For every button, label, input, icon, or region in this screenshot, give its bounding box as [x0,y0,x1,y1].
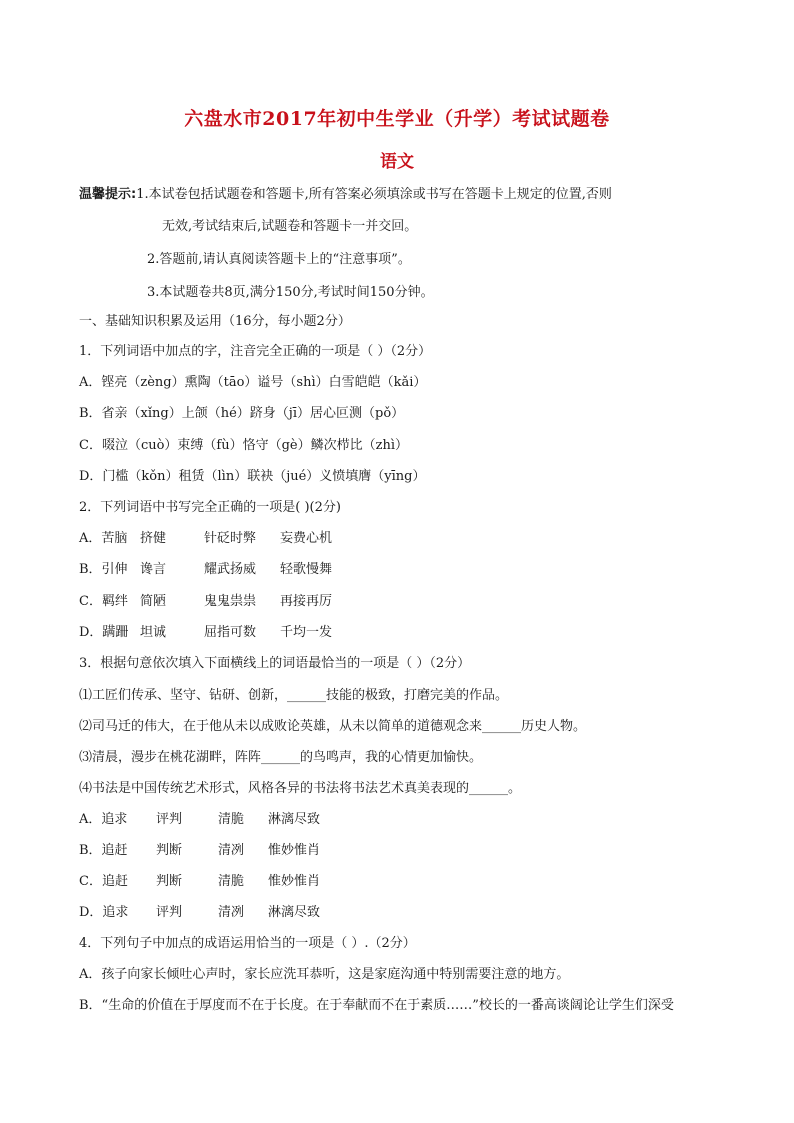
question-3-option-d [79,904,320,922]
exam-title: 六盘水市2017年初中生学业（升学）考试试题卷 [184,108,610,130]
question-4-stem: 4．下列句子中加点的成语运用恰当的一项是（ ）.（2分） [79,936,416,951]
option-word: 惟妙惟肖 [268,843,321,858]
question-2-option-a [79,530,332,548]
option-word: A．追求 [79,812,128,827]
tips-item-1-line-2: 无效,考试结束后,试题卷和答题卡一并交回。 [162,219,418,234]
option-word: 判断 [156,874,183,889]
option-word: 清脆 [218,874,245,889]
tips-item-2: 2.答题前,请认真阅读答题卡上的“注意事项”。 [147,252,411,267]
option-word: 清冽 [218,843,245,858]
option-word: 再接再厉 [280,594,333,609]
question-1-option-a: A．铿亮（zèng）熏陶（tāo）谥号（shì）白雪皑皑（kǎi） [79,375,427,390]
option-word: 挤健 [140,531,167,546]
question-4-option-b: B．“生命的价值在于厚度而不在于长度。在于奉献而不在于素质……”校长的一番高谈阔论让学生们深受 [79,998,674,1013]
option-word: 淋漓尽致 [268,812,321,827]
option-word: C．羁绊 [79,594,128,609]
question-3-sentence-4: ⑷书法是中国传统艺术形式，风格各异的书法将书法艺术真美表现的______。 [79,781,522,796]
option-word: 惟妙惟肖 [268,874,321,889]
tips-item-1-line-1: 1.本试卷包括试题卷和答题卡,所有答案必须填涂或书写在答题卡上规定的位置,否则 [136,187,612,202]
question-3-option-a [79,811,320,829]
option-word: 妄费心机 [280,531,333,546]
question-3-sentence-2: ⑵司马迁的伟大，在于他从未以成败论英雄，从未以简单的道德观念来______历史人物。 [79,719,587,734]
option-word: D．追求 [79,905,129,920]
option-word: 评判 [156,812,183,827]
option-word: 千均一发 [280,625,333,640]
option-word: A．苦脑 [79,531,128,546]
option-word: B．追赶 [79,843,128,858]
option-word: 针砭时弊 [204,531,257,546]
option-word: 谗言 [140,562,167,577]
tips-line-1 [79,186,612,204]
question-4-option-a: A．孩子向家长倾吐心声时，家长应洗耳恭听，这是家庭沟通中特别需要注意的地方。 [79,967,570,982]
option-word: 评判 [156,905,183,920]
option-word: 鬼鬼祟祟 [204,594,257,609]
question-3-option-b [79,842,320,860]
question-2-option-c [79,593,332,611]
option-word: D．蹒跚 [79,625,129,640]
question-1-option-b: B．省亲（xǐng）上颌（hé）跻身（jī）居心叵测（pǒ） [79,406,405,421]
option-word: B．引伸 [79,562,128,577]
option-word: 淋漓尽致 [268,905,321,920]
question-1-stem: 1．下列词语中加点的字，注音完全正确的一项是（ ）（2分） [79,344,432,359]
tips-label: 温馨提示: [79,187,137,202]
option-word: 耀武扬威 [204,562,257,577]
option-word: 坦诚 [140,625,167,640]
question-3-sentence-1: ⑴工匠们传承、坚守、钻研、创新，______技能的极致，打磨完美的作品。 [79,688,509,703]
option-word: 判断 [156,843,183,858]
question-2-stem: 2．下列词语中书写完全正确的一项是( )(2分) [79,500,341,515]
section-1-heading: 一、基础知识积累及运用（16分，每小题2分） [79,314,351,329]
question-2-option-b [79,561,332,579]
subject-title: 语文 [380,152,414,172]
option-word: 清冽 [218,905,245,920]
question-1-option-d: D．门槛（kǒn）租赁（lìn）联袂（jué）义愤填膺（yīng） [79,469,426,484]
tips-item-3: 3.本试题卷共8页,满分150分,考试时间150分钟。 [147,285,434,300]
option-word: 屈指可数 [204,625,257,640]
option-word: 清脆 [218,812,245,827]
question-3-stem: 3．根据句意依次填入下面横线上的词语最恰当的一项是（ ）（2分） [79,656,471,671]
option-word: 简陋 [140,594,167,609]
question-3-option-c [79,873,320,891]
question-3-sentence-3: ⑶清晨，漫步在桃花湖畔，阵阵______的鸟鸣声，我的心情更加愉快。 [79,750,483,765]
question-2-option-d [79,624,332,642]
option-word: C．追赶 [79,874,128,889]
question-1-option-c: C．啜泣（cuò）束缚（fù）恪守（gè）鳞次栉比（zhì） [79,438,409,453]
option-word: 轻歌慢舞 [280,562,333,577]
